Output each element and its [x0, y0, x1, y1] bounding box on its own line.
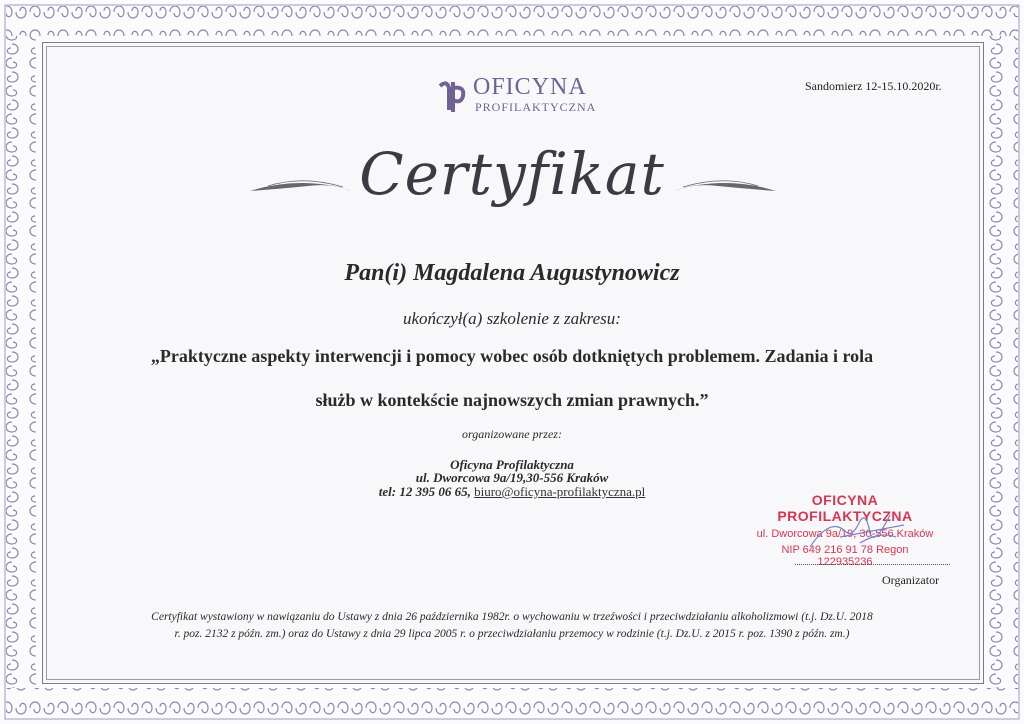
stamp-title: OFICYNA PROFILAKTYCZNA	[777, 492, 913, 524]
stamp-address: ul. Dworcowa 9a/19, 30-556 Kraków	[756, 528, 934, 540]
course-title-line-1: „Praktyczne aspekty interwencji i pomocy wobec osób dotkniętych problemem. Zadania i rola	[150, 346, 874, 366]
organizer-address: ul. Dworcowa 9a/19,30-556 Kraków	[415, 470, 609, 485]
organized-by-label: organizowane przez:	[462, 427, 562, 441]
signature-line	[795, 563, 950, 565]
course-title-line-2: służb w kontekście najnowszych zmian prawnych.”	[315, 390, 709, 410]
recipient-name: Pan(i) Magdalena Augustynowicz	[344, 260, 680, 286]
logo-mark-icon	[435, 78, 467, 114]
right-flourish-icon	[673, 177, 778, 195]
organizer-name: Oficyna Profilaktyczna	[450, 457, 574, 472]
organizer-phone: tel: 12 395 06 65,	[378, 484, 471, 499]
logo	[435, 72, 635, 122]
completed-text: ukończył(a) szkolenie z zakresu:	[403, 309, 621, 328]
stamp-ids: NIP 649 216 91 78 Regon 122935236	[781, 544, 909, 568]
organizer-signature-label: Organizator	[882, 573, 940, 587]
certificate-title: Certyfikat	[359, 140, 665, 208]
logo-subtitle: PROFILAKTYCZNA	[475, 100, 597, 114]
handwritten-signature-icon	[800, 507, 910, 555]
footer-line-2: r. poz. 2132 z późn. zm.) oraz do Ustawy z dnia 29 lipca 2005 r. o przeciwdziałaniu przemocy w rodzinie (t.j. Dz.U. z 2015 r. poz. 1390 z późn. zm.)	[174, 628, 850, 640]
organizer-email-link[interactable]: biuro@oficyna-profilaktyczna.pl	[474, 484, 646, 499]
place-date: Sandomierz 12-15.10.2020r.	[805, 79, 942, 93]
logo-title: OFICYNA	[473, 74, 587, 100]
footer-line-1: Certyfikat wystawiony w nawiązaniu do Ustawy z dnia 26 października 1982r. o wychowaniu w trzeźwości i przeciwdziałaniu alkoholizmowi (t.j. Dz.U. 2018	[151, 611, 873, 623]
legal-footer	[55, 609, 969, 643]
